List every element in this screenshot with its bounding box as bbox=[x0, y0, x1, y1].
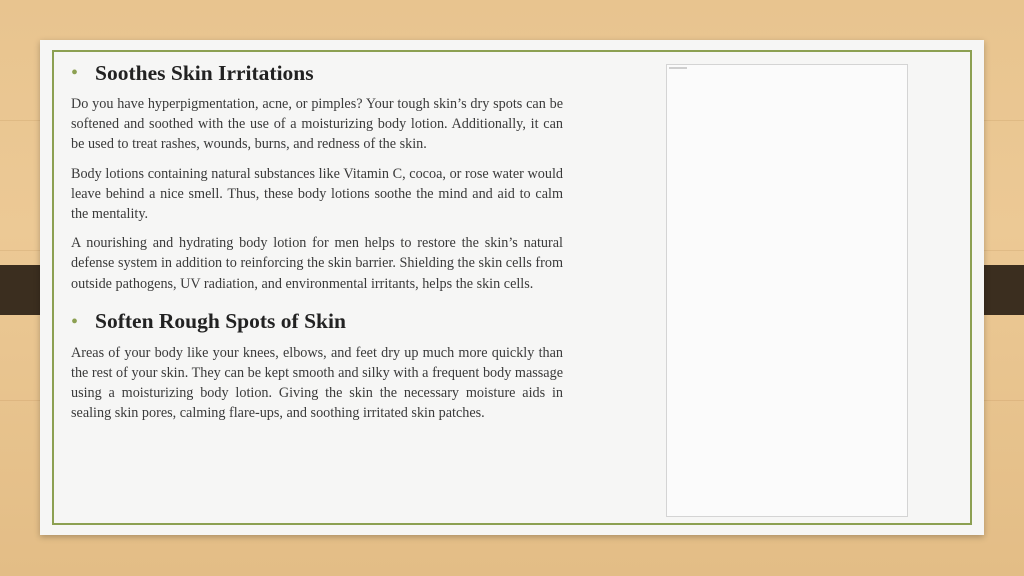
paragraph: Areas of your body like your knees, elbows, and feet dry up much more quickly than the rest of your skin. They can be kept smooth and silky with a frequent body massage using a moisturizing body lotion. Giving the skin the necessary moisture aids in sealing skin pores, calming flare-ups, and soothing irritated skin patches. bbox=[71, 344, 563, 422]
section-heading bbox=[71, 58, 563, 88]
broken-image-icon bbox=[669, 67, 687, 69]
slide-content bbox=[71, 58, 563, 433]
heading-soften-rough-spots: Soften Rough Spots of Skin bbox=[95, 309, 346, 334]
bullet-icon: • bbox=[71, 310, 79, 333]
paragraph: A nourishing and hydrating body lotion for men helps to restore the skin’s natural defense system in addition to reinforcing the skin barrier. Shielding the skin cells from outside pathogens, UV radiation, and environmental irritants, helps the skin cells. bbox=[71, 235, 563, 292]
image-placeholder bbox=[666, 64, 908, 517]
slide-card bbox=[40, 40, 984, 535]
section-heading bbox=[71, 307, 563, 337]
paragraph: Body lotions containing natural substances like Vitamin C, cocoa, or rose water would leave behind a nice smell. Thus, these body lotions soothe the mind and aid to calm the mentality. bbox=[71, 165, 563, 223]
bullet-icon: • bbox=[71, 62, 79, 84]
heading-soothes-skin: Soothes Skin Irritations bbox=[95, 60, 314, 85]
paragraph: Do you have hyperpigmentation, acne, or pimples? Your tough skin’s dry spots can be softened and soothed with the use of a moisturizing body lotion. Additionally, it can be used to treat rashes, wounds, burns, and redness of the skin. bbox=[71, 96, 563, 153]
